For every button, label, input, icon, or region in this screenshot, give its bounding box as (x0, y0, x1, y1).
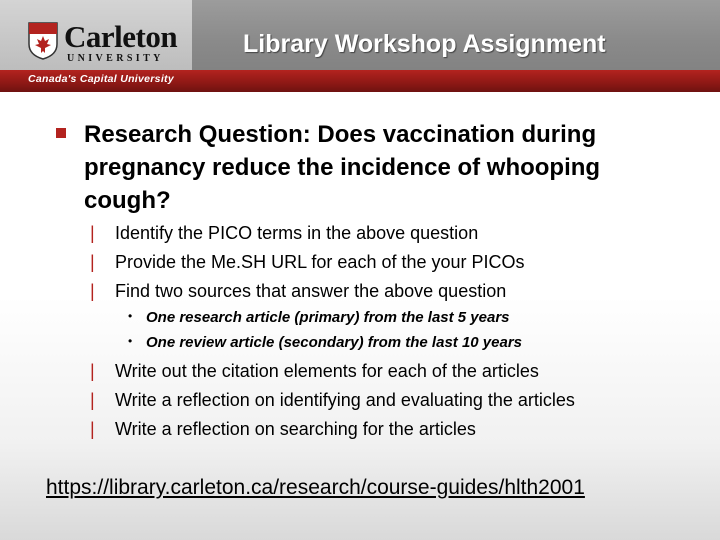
task-text: Identify the PICO terms in the above question (115, 223, 479, 243)
task-text: Find two sources that answer the above question (115, 281, 507, 301)
bar-bullet-icon: | (90, 419, 95, 439)
source-text: One review article (secondary) from the last 10 years (146, 334, 523, 351)
task-text: Provide the Me.SH URL for each of the your PICOs (115, 252, 525, 272)
course-guide-link[interactable]: https://library.carleton.ca/research/course-guides/hlth2001 (46, 476, 585, 499)
bar-bullet-icon: | (90, 281, 95, 301)
logo-wordmark: Carleton (64, 19, 178, 54)
task-text: Write out the citation elements for each of the articles (115, 361, 539, 381)
slide-title: Library Workshop Assignment (243, 30, 606, 58)
research-question: Research Question: Does vaccination during pregnancy reduce the incidence of whooping cough? (84, 121, 601, 214)
task-text: Write a reflection on identifying and evaluating the articles (115, 390, 575, 410)
dot-bullet-icon: • (128, 334, 133, 348)
bar-bullet-icon: | (90, 252, 95, 272)
tagline: Canada's Capital University (28, 73, 174, 85)
bar-bullet-icon: | (90, 223, 95, 243)
dot-bullet-icon: • (128, 309, 133, 323)
bar-bullet-icon: | (90, 390, 95, 410)
carleton-shield-logo (28, 22, 58, 60)
bar-bullet-icon: | (90, 361, 95, 381)
task-text: Write a reflection on searching for the articles (115, 419, 476, 439)
square-bullet-icon (56, 128, 66, 138)
source-text: One research article (primary) from the last 5 years (146, 309, 510, 326)
logo-block (0, 0, 192, 70)
logo-subtitle: UNIVERSITY (67, 53, 164, 64)
